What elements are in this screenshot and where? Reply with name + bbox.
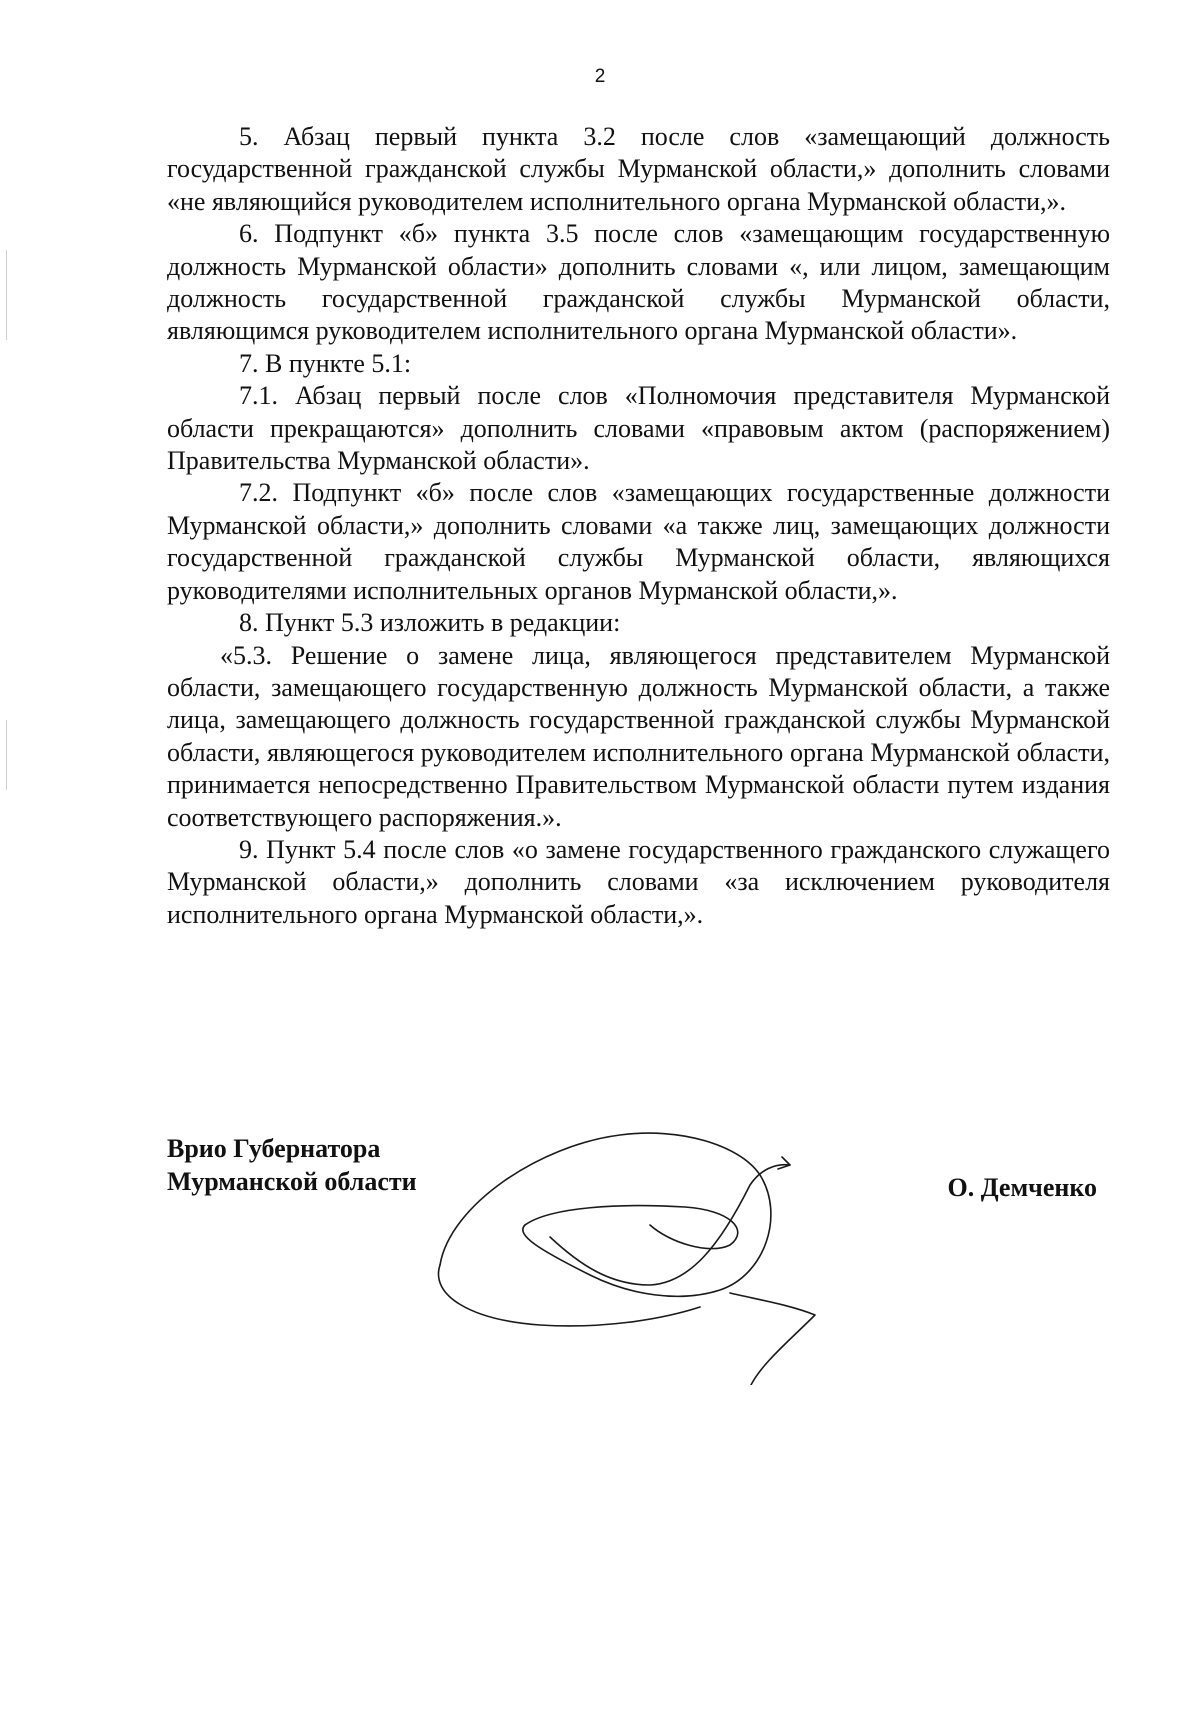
paragraph-7-2: 7.2. Подпункт «б» после слов «замещающих государственные должности Мурманской области,» дополнить словами «а также лиц, замещающих должности государственной гражданской службы Мурманской области, являющихся руководителями исполнительных органов Мурманской области,». (167, 478, 1110, 605)
paragraph-8-quote: «5.3. Решение о замене лица, являющегося представителем Мурманской области, замещающего государственную должность Мурманской области, а также лица, замещающего должность государственной гражданской службы Мурманской области, являющегося руководителем исполнительного органа Мурманской области, принимается непосредственно Правительством Мурманской области путем издания соответствующего распоряжения.». (167, 640, 1110, 832)
page-number: 2 (594, 66, 606, 87)
paragraph-7: 7. В пункте 5.1: (239, 348, 412, 378)
paragraph-7-1: 7.1. Абзац первый после слов «Полномочия представителя Мурманской области прекращаются» дополнить словами «правовым актом (распоряжением) Правительства Мурманской области». (167, 381, 1110, 476)
document-body (167, 121, 1110, 931)
signatory-title-line2: Мурманской области (167, 1167, 417, 1196)
scan-edge-mark (6, 720, 7, 790)
signatory-name: О. Демченко (947, 1173, 1097, 1202)
paragraph-6: 6. Подпункт «б» пункта 3.5 после слов «замещающим государственную должность Мурманской области» дополнить словами «, или лицом, замещающим должность государственной гражданской службы Мурманской области, являющимся руководителем исполнительного органа Мурманской области». (167, 219, 1110, 346)
paragraph-5: 5. Абзац первый пункта 3.2 после слов «замещающий должность государственной гражданской службы Мурманской области,» дополнить словами «не являющийся руководителем исполнительного органа Мурманской области,». (167, 122, 1110, 216)
signatory-title-line1: Врио Губернатора (167, 1134, 381, 1163)
scan-edge-mark (6, 250, 7, 340)
paragraph-8: 8. Пункт 5.3 изложить в редакции: (239, 608, 621, 638)
paragraph-9: 9. Пункт 5.4 после слов «о замене государственного гражданского служащего Мурманской области,» дополнить словами «за исключением руководителя исполнительного органа Мурманской области,». (167, 834, 1110, 929)
handwritten-signature (430, 1125, 850, 1385)
signatory-title (167, 1132, 417, 1198)
